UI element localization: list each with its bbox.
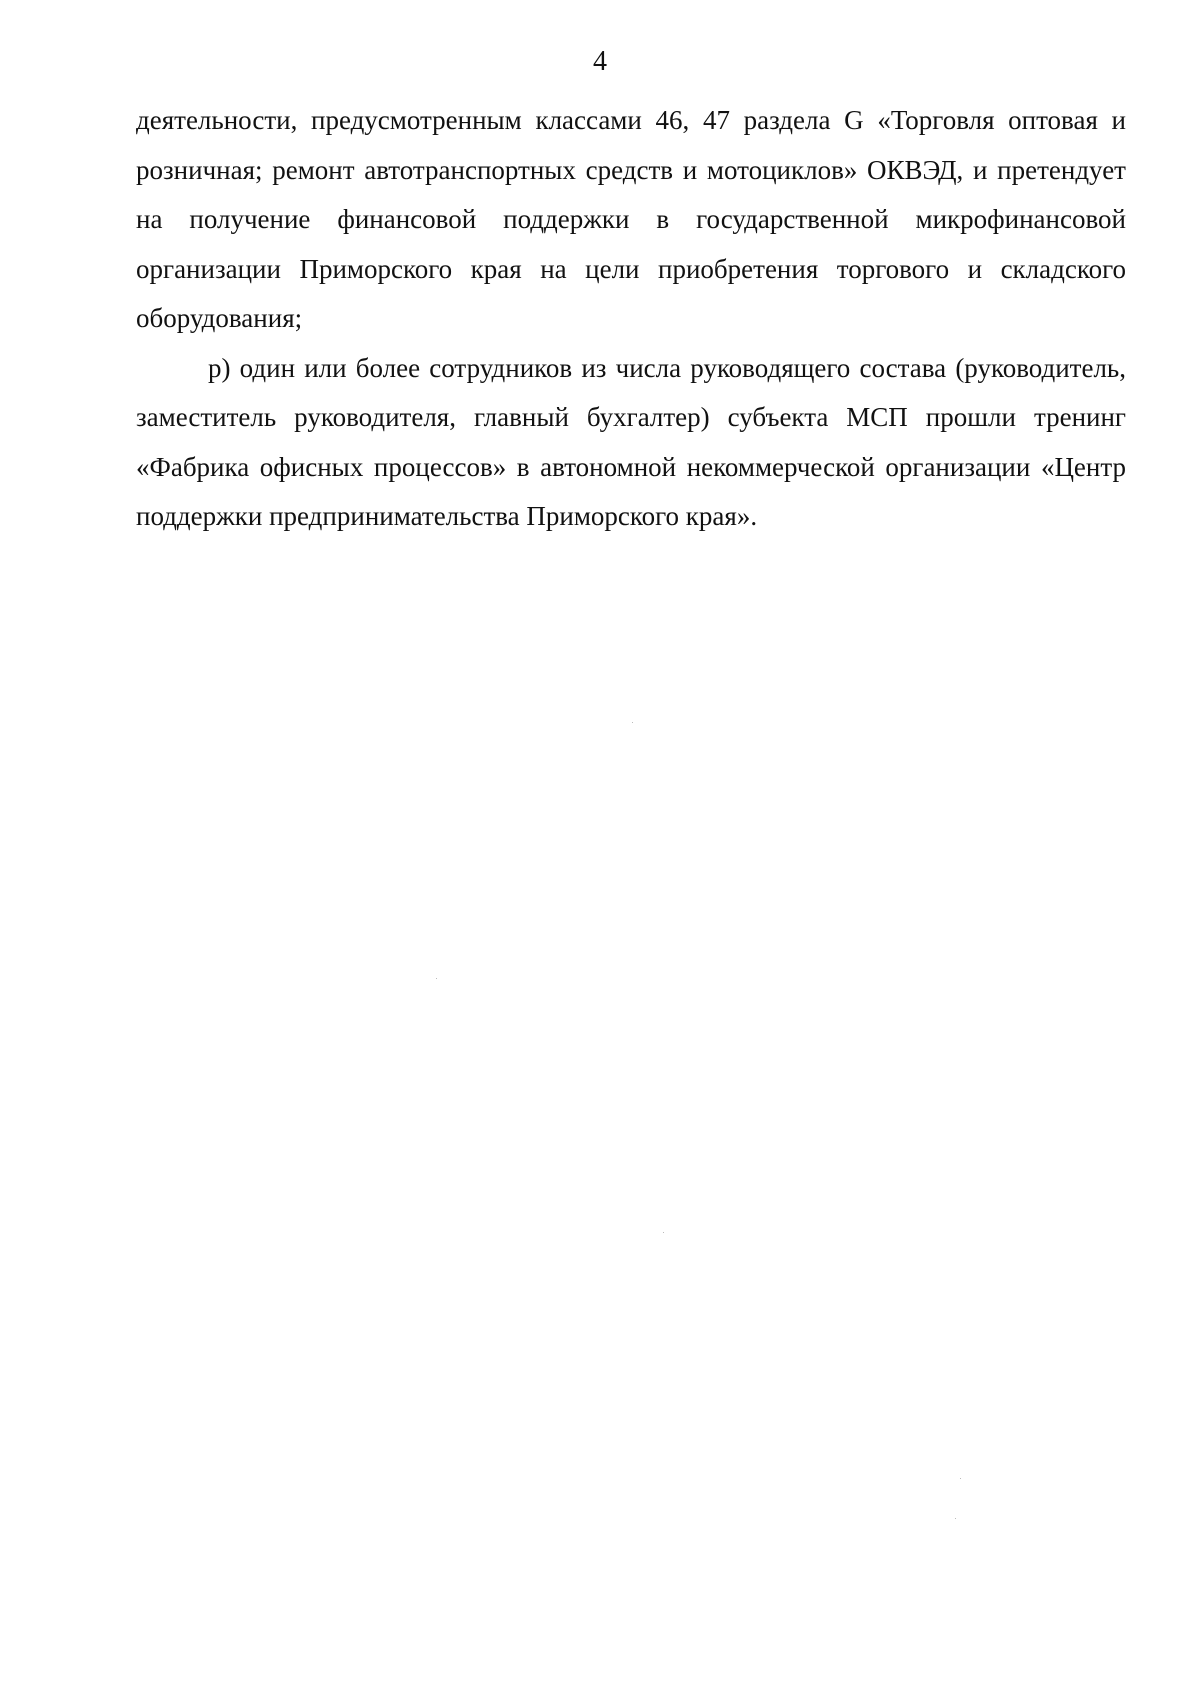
scan-speck xyxy=(960,1478,961,1479)
page-number: 4 xyxy=(593,46,607,77)
paragraph-item-r: р) один или более сотрудников из числа руководящего состава (руководитель, заместитель руководителя, главный бухгалтер) субъекта МСП прошли тренинг «Фабрика офисных процессов» в автономной некоммерческой организации «Центр поддержки предпринимательства Приморского края». xyxy=(136,352,1126,531)
scan-speck xyxy=(663,1232,664,1233)
document-body xyxy=(136,96,1126,542)
scan-speck xyxy=(436,978,437,979)
scan-speck xyxy=(955,1518,956,1519)
scan-speck xyxy=(632,722,633,723)
paragraph-continuation: деятельности, предусмотренным классами 46, 47 раздела G «Торговля оптовая и розничная; ремонт автотранспортных средств и мотоциклов» ОКВЭД, и претендует на получение финансовой поддержки в государственной микрофинансовой организации Приморского края на цели приобретения торгового и складского оборудования; xyxy=(136,105,1126,333)
